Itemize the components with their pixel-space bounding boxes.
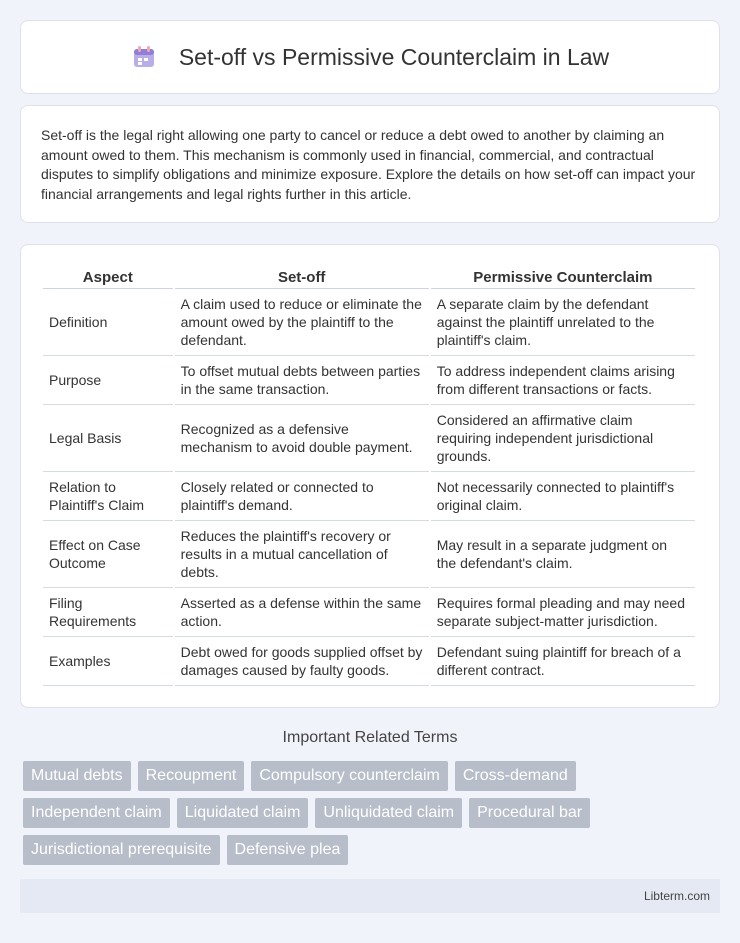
cell-aspect: Filing Requirements — [43, 588, 173, 637]
table-row — [43, 588, 695, 637]
cell-permissive: Requires formal pleading and may need separate subject-matter jurisdiction. — [431, 588, 695, 637]
page-title: Set-off vs Permissive Counterclaim in Law — [178, 43, 610, 70]
tag-compulsory-counterclaim[interactable]: Compulsory counterclaim — [251, 761, 448, 791]
cell-set-off: A claim used to reduce or eliminate the amount owed by the plaintiff to the defendant. — [175, 289, 429, 356]
cell-permissive: Not necessarily connected to plaintiff's original claim. — [431, 472, 695, 521]
cell-permissive: May result in a separate judgment on the defendant's claim. — [431, 521, 695, 588]
table-header-row — [43, 265, 695, 289]
table-row — [43, 405, 695, 472]
header-permissive-counterclaim: Permissive Counterclaim — [431, 265, 695, 289]
cell-set-off: Closely related or connected to plaintiff's demand. — [175, 472, 429, 521]
cell-aspect: Examples — [43, 637, 173, 686]
cell-permissive: To address independent claims arising from different transactions or facts. — [431, 356, 695, 405]
cell-aspect: Legal Basis — [43, 405, 173, 472]
related-terms-title: Important Related Terms — [282, 729, 458, 746]
table-row — [43, 637, 695, 686]
tag-mutual-debts[interactable]: Mutual debts — [23, 761, 131, 791]
comparison-table-card — [20, 244, 720, 708]
cell-set-off: Asserted as a defense within the same action. — [175, 588, 429, 637]
calendar-icon — [131, 44, 157, 70]
tag-cross-demand[interactable]: Cross-demand — [455, 761, 576, 791]
cell-set-off: Reduces the plaintiff's recovery or results in a mutual cancellation of debts. — [175, 521, 429, 588]
cell-set-off: To offset mutual debts between parties in the same transaction. — [175, 356, 429, 405]
cell-set-off: Debt owed for goods supplied offset by damages caused by faulty goods. — [175, 637, 429, 686]
table-row — [43, 472, 695, 521]
intro-card — [20, 105, 720, 223]
footer-brand[interactable]: Libterm.com — [643, 889, 710, 903]
cell-aspect: Relation to Plaintiff's Claim — [43, 472, 173, 521]
cell-set-off: Recognized as a defensive mechanism to avoid double payment. — [175, 405, 429, 472]
header-aspect: Aspect — [43, 265, 173, 289]
related-terms-tags — [23, 761, 723, 872]
cell-aspect: Effect on Case Outcome — [43, 521, 173, 588]
table-row — [43, 289, 695, 356]
table-row — [43, 521, 695, 588]
tag-procedural-bar[interactable]: Procedural bar — [469, 798, 590, 828]
tag-liquidated-claim[interactable]: Liquidated claim — [177, 798, 309, 828]
tag-jurisdictional-prerequisite[interactable]: Jurisdictional prerequisite — [23, 835, 220, 865]
table-row — [43, 356, 695, 405]
cell-permissive: Defendant suing plaintiff for breach of a different contract. — [431, 637, 695, 686]
intro-text: Set-off is the legal right allowing one party to cancel or reduce a debt owed to another by claiming an amount owed to them. This mechanism is commonly used in financial, commercial, and contractual disputes to simplify obligations and minimize exposure. Explore the details on how set-off can impact your financial arrangements and legal rights further in this article. — [41, 127, 696, 202]
cell-aspect: Purpose — [43, 356, 173, 405]
header-card — [20, 20, 720, 94]
tag-unliquidated-claim[interactable]: Unliquidated claim — [315, 798, 462, 828]
cell-permissive: Considered an affirmative claim requiring independent jurisdictional grounds. — [431, 405, 695, 472]
cell-aspect: Definition — [43, 289, 173, 356]
footer-bar — [20, 879, 720, 913]
tag-recoupment[interactable]: Recoupment — [138, 761, 245, 791]
header-set-off: Set-off — [175, 265, 429, 289]
comparison-table — [41, 265, 697, 686]
tag-defensive-plea[interactable]: Defensive plea — [227, 835, 349, 865]
tag-independent-claim[interactable]: Independent claim — [23, 798, 170, 828]
cell-permissive: A separate claim by the defendant against the plaintiff unrelated to the plaintiff's claim. — [431, 289, 695, 356]
